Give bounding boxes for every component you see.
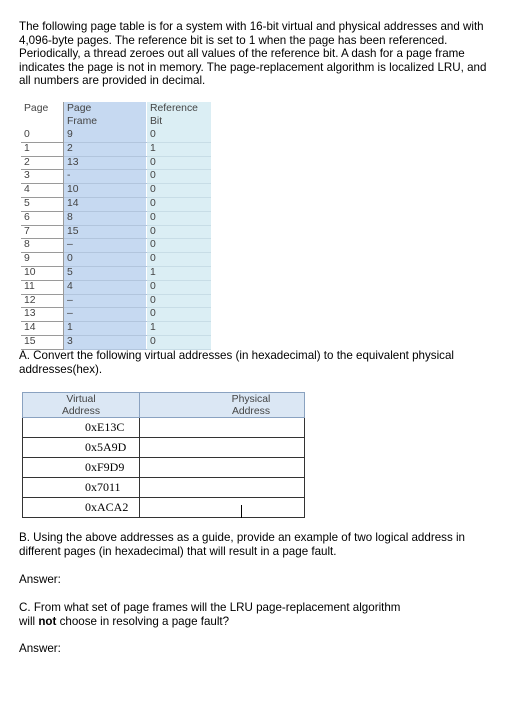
page-frame-cell: 0	[64, 253, 147, 267]
intro-paragraph: The following page table is for a system with 16-bit virtual and physical addresses and with 4,096-byte pages. The reference bit is set to 1 when the page has been referenced. Periodically, a thread zeroes out all values of the reference bit. A dash for a page frame indicates the page is not in memory. The page-replacement algorithm is localized LRU, and all numbers are provided in decimal.	[19, 20, 487, 88]
page-number-cell: 0	[21, 129, 64, 142]
page-number-cell: 9	[21, 253, 64, 267]
page-frame-cell: 15	[64, 225, 147, 239]
virtual-address-cell: 0xE13C	[23, 418, 140, 438]
question-c-line2-start: will	[19, 614, 39, 628]
page-number-cell: 15	[21, 335, 64, 349]
page-frame-cell: 10	[64, 184, 147, 198]
page-number-cell: 7	[21, 225, 64, 239]
page-frame-cell: -	[64, 170, 147, 184]
physical-address-cell[interactable]	[140, 498, 305, 518]
table-row	[21, 253, 211, 267]
question-c-line1: C. From what set of page frames will the LRU page-replacement algorithm	[19, 601, 401, 614]
page-frame-cell: 13	[64, 156, 147, 170]
text-cursor	[241, 505, 242, 518]
reference-bit-header-line2: Bit	[150, 115, 163, 127]
reference-bit-cell: 0	[147, 211, 212, 225]
page-number-cell: 2	[21, 156, 64, 170]
page-frame-header-line1: Page	[67, 103, 92, 114]
virtual-address-cell: 0xF9D9	[23, 458, 140, 478]
table-row	[21, 225, 211, 239]
virtual-address-header-line1: Virtual	[66, 394, 96, 405]
physical-address-cell[interactable]	[140, 478, 305, 498]
reference-bit-header-line1: Reference	[150, 103, 198, 114]
page-frame-cell: 14	[64, 197, 147, 211]
page-number-cell: 3	[21, 170, 64, 184]
table-row	[23, 498, 305, 518]
table-row	[23, 438, 305, 458]
page-frame-cell: –	[64, 239, 147, 253]
page-frame-cell: 5	[64, 266, 147, 280]
virtual-address-header-line2: Address	[61, 405, 101, 417]
table-row	[21, 294, 211, 308]
page-header: Page	[21, 102, 64, 129]
page-table	[21, 102, 211, 350]
physical-address-cell[interactable]	[140, 458, 305, 478]
table-row	[21, 280, 211, 294]
page-frame-cell: 9	[64, 129, 147, 142]
table-row	[21, 308, 211, 322]
reference-bit-cell: 0	[147, 239, 212, 253]
page-number-cell: 6	[21, 211, 64, 225]
table-row	[21, 197, 211, 211]
table-row	[23, 478, 305, 498]
table-row	[21, 184, 211, 198]
reference-bit-cell: 0	[147, 335, 212, 349]
physical-address-header-line2: Address	[231, 405, 271, 417]
virtual-address-cell: 0x5A9D	[23, 438, 140, 458]
physical-address-header	[140, 393, 305, 418]
reference-bit-cell: 0	[147, 225, 212, 239]
address-table-header-row	[23, 393, 305, 418]
reference-bit-cell: 0	[147, 156, 212, 170]
reference-bit-cell: 0	[147, 308, 212, 322]
page-number-cell: 8	[21, 239, 64, 253]
page-number-cell: 13	[21, 308, 64, 322]
reference-bit-cell: 0	[147, 280, 212, 294]
table-row	[21, 156, 211, 170]
page-number-cell: 14	[21, 322, 64, 336]
question-c-emphasis: not	[38, 614, 57, 628]
virtual-address-cell: 0x7011	[23, 478, 140, 498]
virtual-address-header	[23, 393, 140, 418]
table-row	[21, 211, 211, 225]
table-row	[21, 142, 211, 156]
page-frame-header-line2: Frame	[67, 115, 98, 127]
physical-address-header-line1: Physical	[231, 394, 271, 405]
page-frame-cell: 1	[64, 322, 147, 336]
reference-bit-cell: 1	[147, 266, 212, 280]
table-row	[23, 458, 305, 478]
page-number-cell: 4	[21, 184, 64, 198]
reference-bit-cell: 0	[147, 253, 212, 267]
reference-bit-cell: 0	[147, 197, 212, 211]
reference-bit-cell: 0	[147, 170, 212, 184]
reference-bit-cell: 0	[147, 129, 212, 142]
page-number-cell: 1	[21, 142, 64, 156]
table-row	[21, 129, 211, 142]
page-number-cell: 12	[21, 294, 64, 308]
table-row	[21, 239, 211, 253]
address-table	[22, 392, 305, 518]
page-number-cell: 10	[21, 266, 64, 280]
question-c	[19, 601, 499, 628]
page-frame-cell: –	[64, 294, 147, 308]
page-frame-cell: 4	[64, 280, 147, 294]
page-frame-cell: –	[64, 308, 147, 322]
reference-bit-cell: 1	[147, 142, 212, 156]
page-frame-cell: 3	[64, 335, 147, 349]
physical-address-cell[interactable]	[140, 438, 305, 458]
table-row	[21, 266, 211, 280]
reference-bit-cell: 0	[147, 184, 212, 198]
page-frame-cell: 8	[64, 211, 147, 225]
answer-label-b: Answer:	[19, 573, 61, 586]
page-frame-cell: 2	[64, 142, 147, 156]
table-row	[21, 335, 211, 349]
question-b: B. Using the above addresses as a guide, provide an example of two logical address in different pages (in hexadecimal) that will result in a page fault.	[19, 531, 465, 558]
reference-bit-cell: 1	[147, 322, 212, 336]
table-row	[21, 170, 211, 184]
question-a: A. Convert the following virtual addresses (in hexadecimal) to the equivalent physical addresses(hex).	[19, 349, 454, 376]
page-number-cell: 11	[21, 280, 64, 294]
answer-label-c: Answer:	[19, 642, 61, 655]
reference-bit-header	[147, 102, 212, 129]
page-table-header-row	[21, 102, 211, 129]
table-row	[21, 322, 211, 336]
page-number-cell: 5	[21, 197, 64, 211]
reference-bit-cell: 0	[147, 294, 212, 308]
table-row	[23, 418, 305, 438]
question-c-line2-end: choose in resolving a page fault?	[56, 614, 230, 628]
page-frame-header	[64, 102, 147, 129]
virtual-address-cell: 0xACA2	[23, 498, 140, 518]
physical-address-cell[interactable]	[140, 418, 305, 438]
